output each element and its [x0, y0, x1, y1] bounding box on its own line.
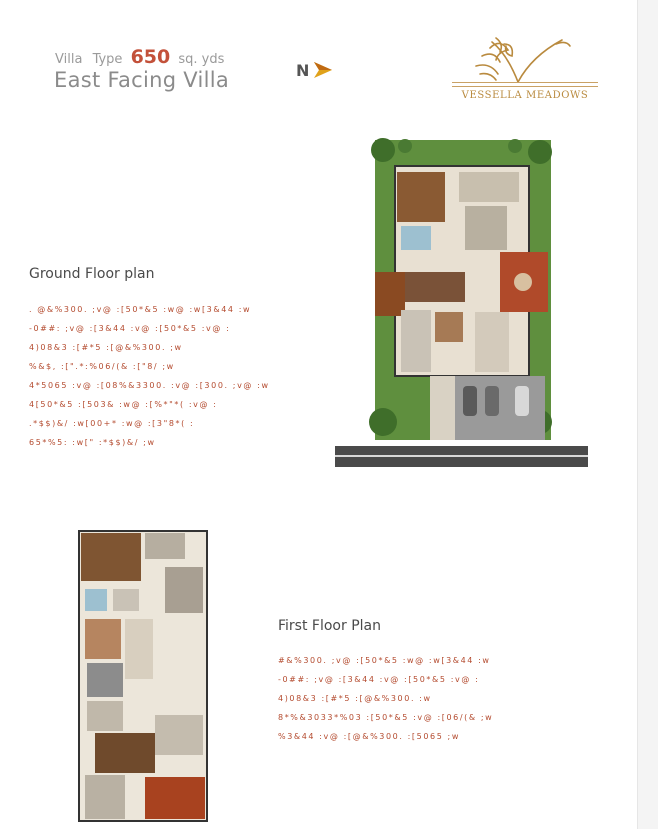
ground-floor-description	[29, 300, 270, 452]
first-line: #&%300. ;v@ :[50*&5 :w@ :w[3&44 :w	[278, 656, 491, 665]
north-letter: N	[296, 60, 310, 80]
ground-line: . @&%300. ;v@ :[50*&5 :w@ :w[3&44 :w	[29, 305, 252, 314]
page-edge	[637, 0, 658, 829]
ground-floor-title: Ground Floor plan	[29, 266, 155, 282]
first-floor-title: First Floor Plan	[278, 618, 381, 634]
ground-line: -0##: ;v@ :[3&44 :v@ :[50*&5 :v@ :	[29, 324, 231, 333]
brand-logo	[452, 34, 598, 110]
type-number: 650	[130, 46, 171, 68]
ground-line: %&$, :[".*:%06/(& :["8/ ;w	[29, 362, 175, 371]
first-line: %3&44 :v@ :[@&%300. :[5065 ;w	[278, 732, 460, 741]
north-arrow-icon	[313, 60, 333, 80]
first-floor-description	[278, 651, 493, 746]
ornamental-v-logo-icon	[452, 34, 598, 86]
logo-name: VESSELLA MEADOWS	[461, 90, 589, 101]
first-line: -0##: ;v@ :[3&44 :v@ :[50*&5 :v@ :	[278, 675, 480, 684]
ground-line: 65*%5: :w[" :*$$)&/ ;w	[29, 438, 156, 447]
ground-line: .*$$)&/ :w[00+* :w@ :[3"8*( :	[29, 419, 195, 428]
north-indicator	[296, 60, 333, 80]
first-line: 8*%&3033*%03 :[50*&5 :v@ :[06/(& ;w	[278, 713, 494, 722]
page-title: East Facing Villa	[54, 68, 230, 92]
ground-line: 4)08&3 :[#*5 :[@&%300. ;w	[29, 343, 183, 352]
logo-rule-top	[452, 82, 598, 83]
unit-label: sq. yds	[178, 52, 225, 67]
ground-line: 4*5065 :v@ :[08%&3300. :v@ :[300. ;v@ :w	[29, 381, 270, 390]
first-line: 4)08&3 :[#*5 :[@&%300. :w	[278, 694, 432, 703]
ground-line: 4[50*&5 :[503& :w@ :[%*"*( :v@ :	[29, 400, 218, 409]
villa-type-line	[55, 46, 224, 68]
type-label: Type	[92, 52, 123, 67]
first-floor-plan-image	[55, 525, 212, 829]
logo-rule-top-2	[452, 86, 598, 87]
villa-label: Villa	[55, 52, 83, 67]
ground-floor-plan-image	[335, 136, 588, 467]
